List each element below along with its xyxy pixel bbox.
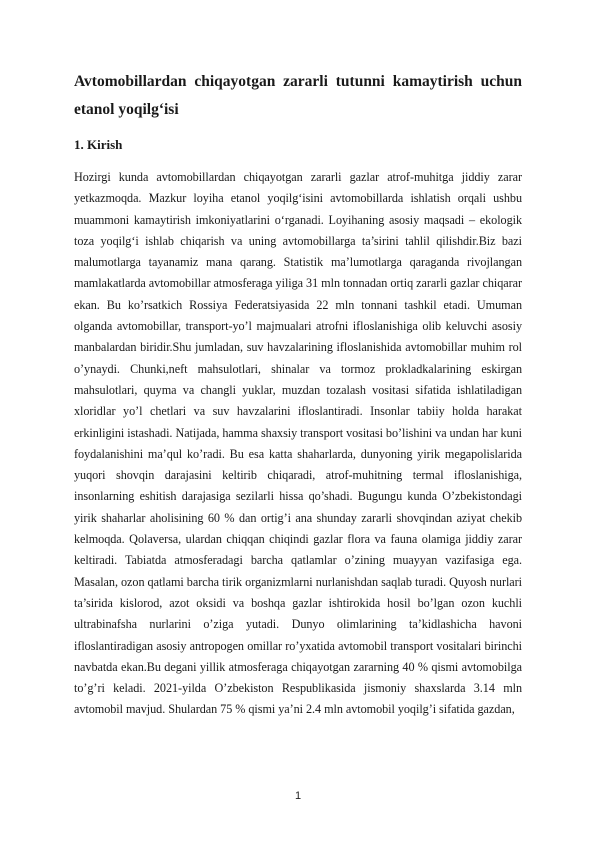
body-paragraph: Hozirgi kunda avtomobillardan chiqayotgan zararli gazlar atrof-muhitga jiddiy zarar yetkazmoqda. Mazkur loyiha etanol yoqilg‘isini avtomobillarda ishlatish orqali ushbu muammoni kamaytirish imkoniyatlarini o‘rganadi. Loyihaning asosiy maqsadi – ekologik toza yoqilg‘i ishlab chiqarish va uning avtomobillarga ta’sirini tahlil qilishdir.Biz bazi malumotlarga tayanamiz mana qarang. Statistik ma’lumotlarga qaraganda rivojlangan mamlakatlarda avtomobillar atmosferaga yiliga 31 mln tonnadan ortiq zararli gazlar chiqarar ekan. Bu ko’rsatkich Rossiya Federatsiyasida 22 mln tonnani tashkil etadi. Umuman olganda avtomobillar, transport-yo’l majmualari atrofni ifloslanishiga olib keluvchi asosiy manbalardan biridir.Shu jumladan, suv havzalarining ifloslanishida avtomobillar muhim rol o’ynaydi. Chunki,neft mahsulotlari, shinalar va tormoz prokladkalarining eskirgan mahsulotlari, quyma va changli yuklar, muzdan tozalash vositasi sifatida ishlatiladigan xloridlar yo’l chetlari va suv havzalarini ifloslantiradi. Insonlar tabiiy holda harakat erkinligini istashadi. Natijada, hamma shaxsiy transport vositasi bo’lishini va undan har kuni foydalanishini ma’qul ko’radi. Bu esa katta shaharlarda, dunyoning yirik megapolislarida yuqori shovqin darajasini keltirib chiqaradi, atrof-muhitning termal ifloslanishiga, insonlarning eshitish darajasiga sezilarli hissa qo’shadi. Bugungu kunda O’zbekistondagi yirik shaharlar aholisining 60 % dan ortig’i ana shunday zararli shovqindan aziyat chekib kelmoqda. Qolaversa, ulardan chiqqan chiqindi gazlar flora va fauna olamiga jiddiy zarar keltiradi. Tabiatda atmosferadagi barcha qatlamlar o’zining muayyan vazifasiga ega. Masalan, ozon qatlami barcha tirik organizmlarni nurlanishdan saqlab turadi. Quyosh nurlari ta’sirida kislorod, azot oksidi va boshqa gazlar ishtirokida hosil bo’lgan ozon kuchli ultrabinafsha nurlarini o’ziga yutadi. Dunyo olimlarining ta’kidlashicha havoni ifloslantiradigan asosiy antropogen omillar ro’yxatida avtomobil transport vositalari birinchi navbatda ekan.Bu degani yillik atmosferaga chiqayotgan zararning 40 % qismi avtomobilga to’g’ri keladi. 2021-yilda O’zbekiston Respublikasida jismoniy shaxslarda 3.14 mln avtomobil mavjud. Shulardan 75 % qismi ya’ni 2.4 mln avtomobil yoqilg’i sifatida gazdan, bbox=[74, 170, 522, 717]
document-page bbox=[74, 68, 522, 721]
document-title: Avtomobillardan chiqayotgan zararli tutunni kamaytirish uchun etanol yoqilg‘isi bbox=[74, 73, 522, 118]
page-number: 1 bbox=[294, 790, 302, 802]
section-heading: 1. Kirish bbox=[74, 137, 123, 152]
